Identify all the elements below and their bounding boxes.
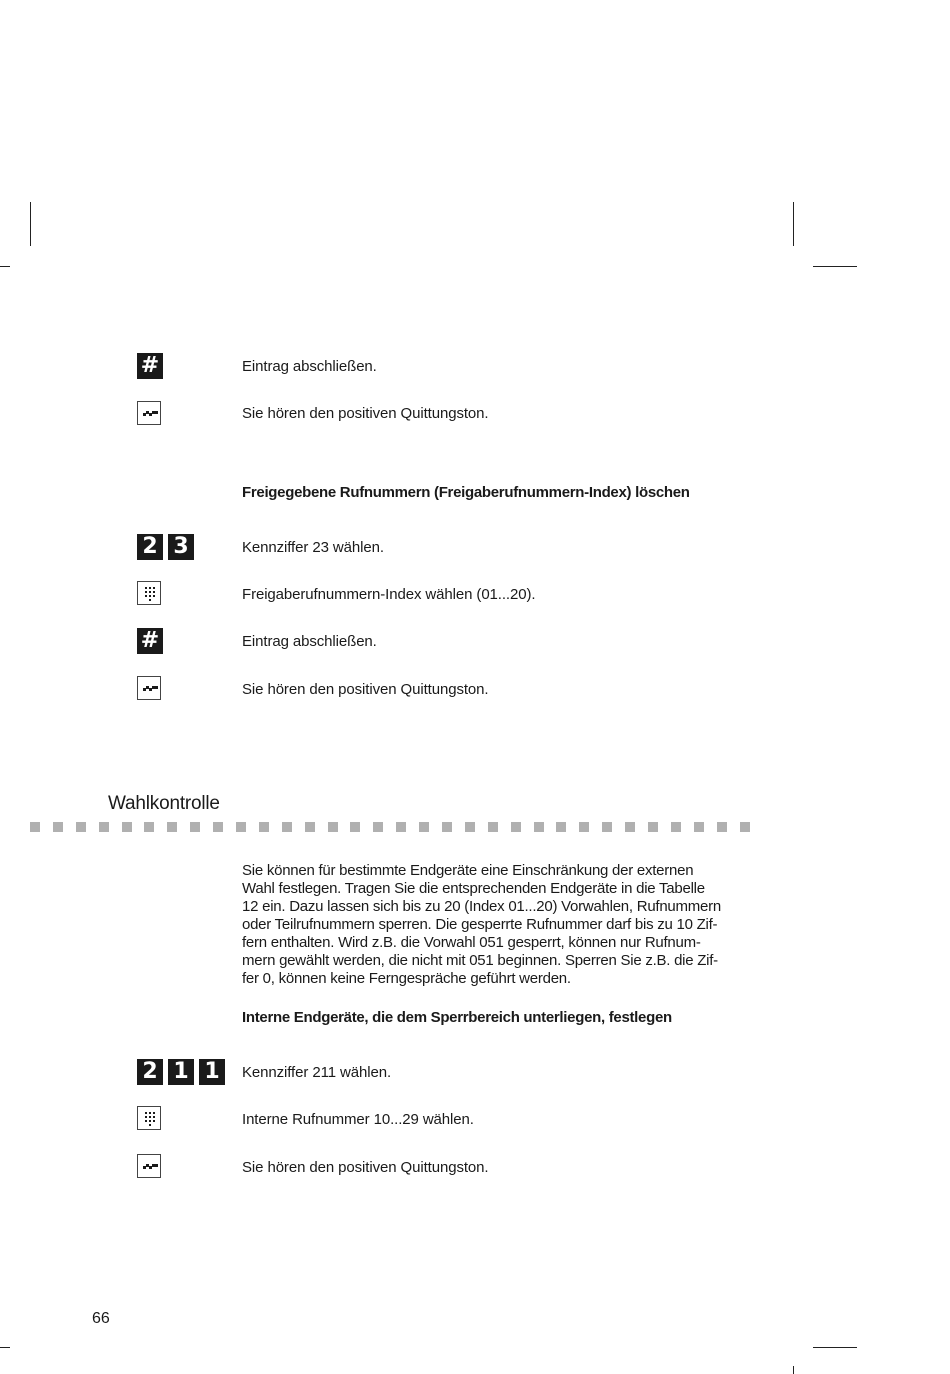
paragraph-line: fer 0, können keine Ferngespräche geführt werden. [242,970,571,987]
step-text: Freigaberufnummern-Index wählen (01...20). [242,586,536,603]
paragraph-line: mern gewählt werden, die nicht mit 051 beginnen. Sperren Sie z.B. die Zif- [242,952,718,969]
confirmation-tone-icon [137,401,161,425]
crop-mark [793,1366,794,1374]
crop-mark [0,266,10,267]
section-subheading: Freigegebene Rufnummern (Freigaberufnummern-Index) löschen [242,484,690,501]
crop-mark [813,266,857,267]
crop-mark [30,202,31,246]
section-divider [30,822,750,832]
step-text: Eintrag abschließen. [242,633,377,650]
hash-key-icon: # [137,628,163,654]
confirmation-tone-icon [137,676,161,700]
digit-key-icon: 3 [168,534,194,560]
step-text: Sie hören den positiven Quittungston. [242,681,489,698]
digit-key-icon: 1 [199,1059,225,1085]
section-title: Wahlkontrolle [108,793,220,814]
step-text: Kennziffer 211 wählen. [242,1064,392,1081]
section-subheading: Interne Endgeräte, die dem Sperrbereich unterliegen, festlegen [242,1009,672,1026]
paragraph-line: oder Teilrufnummern sperren. Die gesperrte Rufnummer darf bis zu 10 Zif- [242,916,718,933]
paragraph-line: Sie können für bestimmte Endgeräte eine Einschränkung der externen [242,862,694,879]
paragraph-line: 12 ein. Dazu lassen sich bis zu 20 (Index 01...20) Vorwahlen, Rufnummern [242,898,721,915]
digit-key-icon: 1 [168,1059,194,1085]
paragraph-line: Wahl festlegen. Tragen Sie die entsprechenden Endgeräte in die Tabelle [242,880,705,897]
step-text: Sie hören den positiven Quittungston. [242,405,489,422]
step-text: Sie hören den positiven Quittungston. [242,1159,489,1176]
crop-mark [793,202,794,246]
crop-mark [0,1347,10,1348]
paragraph-line: fern enthalten. Wird z.B. die Vorwahl 051 gesperrt, können nur Rufnum- [242,934,701,951]
page-number: 66 [92,1310,110,1327]
crop-mark [813,1347,857,1348]
hash-key-icon: # [137,353,163,379]
body-paragraph [242,862,732,988]
keypad-icon [137,1106,161,1130]
digit-key-icon: 2 [137,534,163,560]
step-text: Kennziffer 23 wählen. [242,539,384,556]
step-text: Interne Rufnummer 10...29 wählen. [242,1111,474,1128]
step-text: Eintrag abschließen. [242,358,377,375]
confirmation-tone-icon [137,1154,161,1178]
digit-key-icon: 2 [137,1059,163,1085]
keypad-icon [137,581,161,605]
